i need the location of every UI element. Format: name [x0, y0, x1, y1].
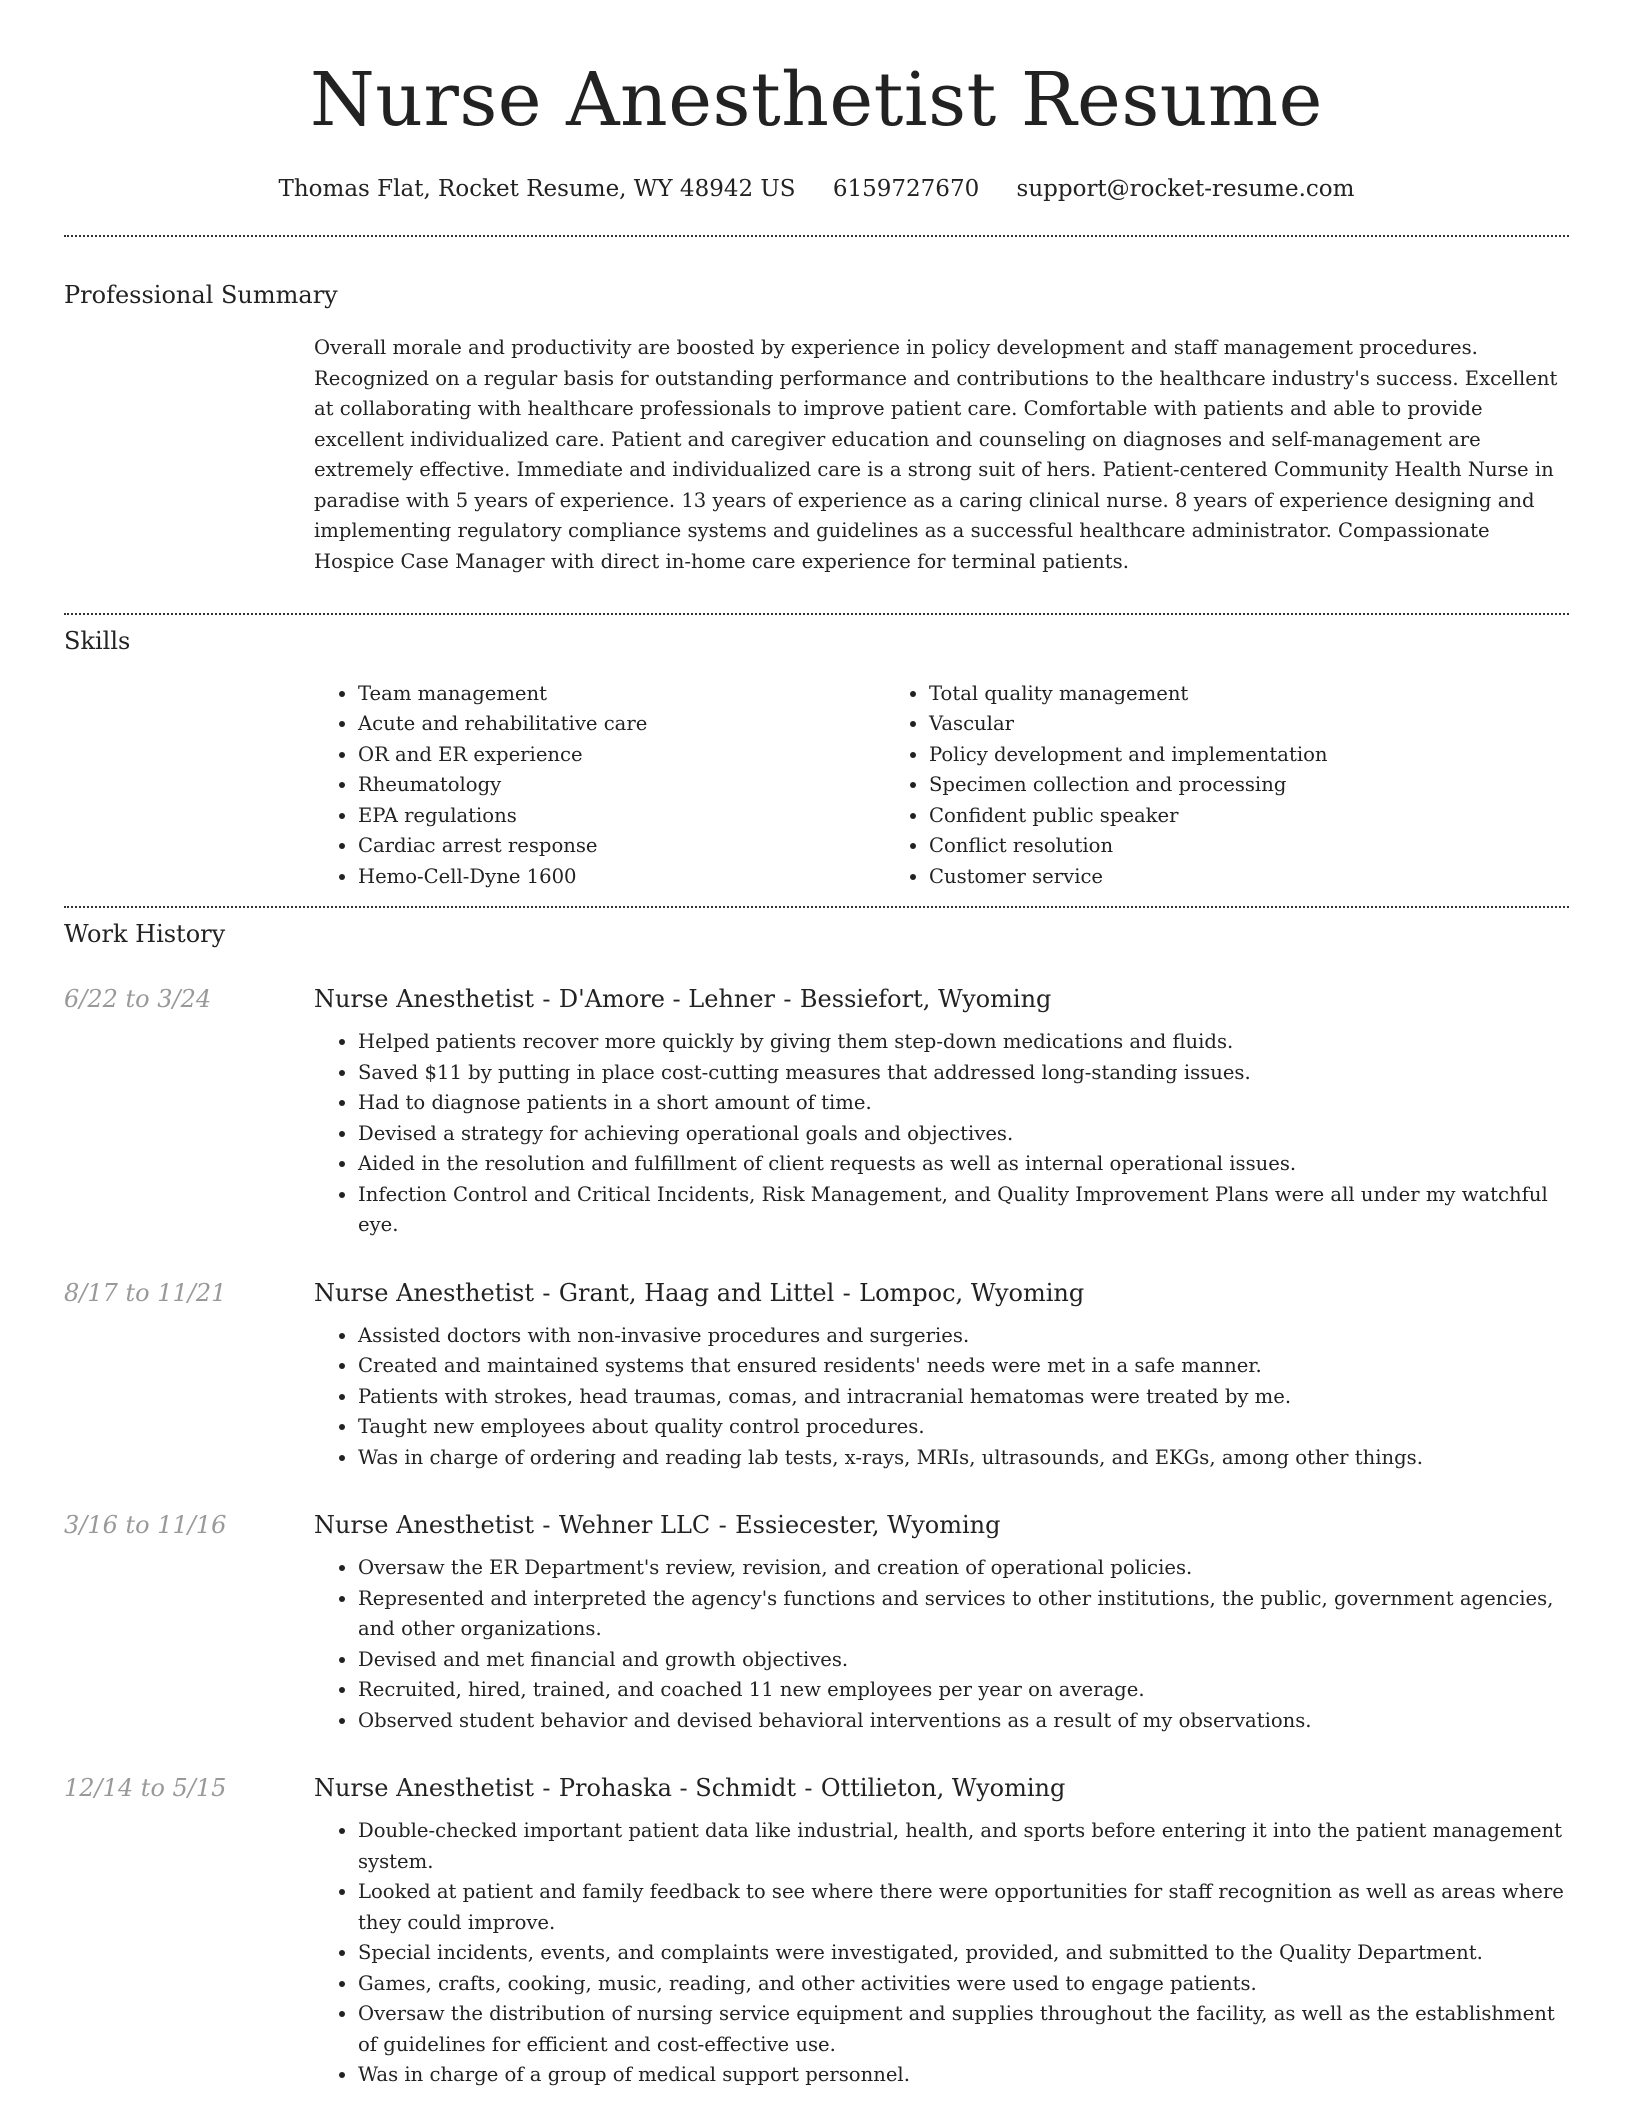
- job-role: Nurse Anesthetist: [314, 985, 534, 1014]
- job-bullet: • Observed student behavior and devised behavioral interventions as a result of my observations.: [358, 1706, 1569, 1737]
- job-company: D'Amore - Lehner: [558, 985, 776, 1014]
- job-bullet: • Special incidents, events, and complaints were investigated, provided, and submitted to the Quality Department.: [358, 1938, 1569, 1969]
- job-bullet: • Oversaw the distribution of nursing service equipment and supplies throughout the facility, as well as the establishment of guidelines for efficient and cost-effective use.: [358, 1999, 1569, 2060]
- skill-item: • Confident public speaker: [929, 801, 1456, 832]
- job-bullet: • Was in charge of ordering and reading lab tests, x-rays, MRIs, ultrasounds, and EKGs, among other things.: [358, 1443, 1569, 1474]
- job-bullets: [314, 1027, 1569, 1241]
- job-bullet: • Recruited, hired, trained, and coached 11 new employees per year on average.: [358, 1675, 1569, 1706]
- job-entry: [64, 1772, 1569, 2091]
- skill-item: • Hemo-Cell-Dyne 1600: [358, 862, 885, 893]
- job-details: [314, 1772, 1569, 2091]
- contact-email[interactable]: support@rocket-resume.com: [1016, 176, 1355, 202]
- job-bullet: • Infection Control and Critical Incidents, Risk Management, and Quality Improvement Plans were all under my watchful eye.: [358, 1180, 1569, 1241]
- job-entry: [64, 1509, 1569, 1736]
- work-history-section: [64, 918, 1569, 2091]
- job-heading: Nurse Anesthetist - Wehner LLC - Essiecester, Wyoming: [314, 1511, 1001, 1540]
- job-bullet: • Saved $11 by putting in place cost-cutting measures that addressed long-standing issues.: [358, 1058, 1569, 1089]
- section-title-skills: Skills: [64, 626, 131, 655]
- job-bullet: • Was in charge of a group of medical support personnel.: [358, 2060, 1569, 2091]
- skill-item: • Team management: [358, 679, 885, 710]
- job-bullets: [314, 1816, 1569, 2091]
- section-title-summary: Professional Summary: [64, 281, 338, 309]
- job-bullets: [314, 1553, 1569, 1736]
- skill-item: • Conflict resolution: [929, 831, 1456, 862]
- job-dates: 3/16 to 11/16: [64, 1511, 227, 1540]
- job-company: Grant, Haag and Littel: [558, 1278, 835, 1307]
- skill-item: • Vascular: [929, 709, 1456, 740]
- professional-summary-section: [64, 279, 1569, 593]
- job-location: Essiecester, Wyoming: [735, 1511, 1001, 1540]
- summary-text: Overall morale and productivity are boosted by experience in policy development and staff management procedures. Recognized on a regular basis for outstanding performance and contributions to the healthcare industry's success. Excellent at collaborating with healthcare professionals to improve patient care. Comfortable with patients and able to provide excellent individualized care. Patient and caregiver education and counseling on diagnoses and self-management are extremely effective. Immediate and individualized care is a strong suit of hers. Patient-centered Community Health Nurse in paradise with 5 years of experience. 13 years of experience as a caring clinical nurse. 8 years of experience designing and implementing regulatory compliance systems and guidelines as a successful healthcare administrator. Compassionate Hospice Case Manager with direct in-home care experience for terminal patients.: [314, 336, 1558, 573]
- job-bullet: • Looked at patient and family feedback to see where there were opportunities for staff recognition as well as areas where they could improve.: [358, 1877, 1569, 1938]
- job-details: [314, 1509, 1569, 1736]
- resume-title: Nurse Anesthetist Resume: [310, 57, 1323, 143]
- job-bullet: • Assisted doctors with non-invasive procedures and surgeries.: [358, 1321, 1569, 1352]
- section-divider: [64, 235, 1569, 237]
- contact-phone: 6159727670: [832, 176, 980, 202]
- job-heading: Nurse Anesthetist - Grant, Haag and Littel - Lompoc, Wyoming: [314, 1278, 1085, 1307]
- section-divider: [64, 613, 1569, 615]
- job-company: Wehner LLC: [558, 1511, 711, 1540]
- job-role: Nurse Anesthetist: [314, 1511, 534, 1540]
- skill-item: • Cardiac arrest response: [358, 831, 885, 862]
- job-location: Bessiefort, Wyoming: [799, 985, 1052, 1014]
- skills-list: [314, 679, 1569, 907]
- job-dates: 8/17 to 11/21: [64, 1278, 227, 1307]
- job-heading: Nurse Anesthetist - D'Amore - Lehner - Bessiefort, Wyoming: [314, 985, 1052, 1014]
- skill-item: • Specimen collection and processing: [929, 770, 1456, 801]
- contact-address: Thomas Flat, Rocket Resume, WY 48942 US: [278, 176, 796, 202]
- skill-item: • OR and ER experience: [358, 740, 885, 771]
- job-bullet: • Devised and met financial and growth objectives.: [358, 1645, 1569, 1676]
- job-bullets: [314, 1321, 1569, 1474]
- skills-section: [64, 625, 1569, 907]
- job-role: Nurse Anesthetist: [314, 1774, 534, 1803]
- job-entry: [64, 1277, 1569, 1474]
- job-company: Prohaska - Schmidt: [558, 1774, 797, 1803]
- job-location: Ottilieton, Wyoming: [820, 1774, 1066, 1803]
- skill-item: • Policy development and implementation: [929, 740, 1456, 771]
- skill-item: • Total quality management: [929, 679, 1456, 710]
- section-title-work-history: Work History: [64, 920, 226, 949]
- skills-column-left: [314, 679, 885, 893]
- job-bullet: • Taught new employees about quality control procedures.: [358, 1412, 1569, 1443]
- job-bullet: • Double-checked important patient data like industrial, health, and sports before entering it into the patient management system.: [358, 1816, 1569, 1877]
- job-bullet: • Helped patients recover more quickly by giving them step-down medications and fluids.: [358, 1027, 1569, 1058]
- job-dates: 12/14 to 5/15: [64, 1774, 227, 1803]
- skill-item: • Acute and rehabilitative care: [358, 709, 885, 740]
- contact-line: [64, 172, 1569, 206]
- job-bullet: • Aided in the resolution and fulfillment of client requests as well as internal operational issues.: [358, 1149, 1569, 1180]
- job-details: [314, 983, 1569, 1241]
- skill-item: • Rheumatology: [358, 770, 885, 801]
- job-bullet: • Devised a strategy for achieving operational goals and objectives.: [358, 1119, 1569, 1150]
- job-bullet: • Games, crafts, cooking, music, reading, and other activities were used to engage patients.: [358, 1969, 1569, 2000]
- skill-item: • EPA regulations: [358, 801, 885, 832]
- job-bullet: • Oversaw the ER Department's review, revision, and creation of operational policies.: [358, 1553, 1569, 1584]
- job-bullet: • Created and maintained systems that ensured residents' needs were met in a safe manner.: [358, 1351, 1569, 1382]
- job-bullet: • Patients with strokes, head traumas, comas, and intracranial hematomas were treated by me.: [358, 1382, 1569, 1413]
- job-heading: Nurse Anesthetist - Prohaska - Schmidt - Ottilieton, Wyoming: [314, 1774, 1066, 1803]
- skill-item: • Customer service: [929, 862, 1456, 893]
- job-entry: [64, 983, 1569, 1241]
- skills-column-right: [885, 679, 1456, 893]
- job-details: [314, 1277, 1569, 1474]
- job-location: Lompoc, Wyoming: [859, 1278, 1085, 1307]
- job-dates: 6/22 to 3/24: [64, 985, 212, 1014]
- job-bullet: • Had to diagnose patients in a short amount of time.: [358, 1088, 1569, 1119]
- section-divider: [64, 906, 1569, 908]
- job-role: Nurse Anesthetist: [314, 1278, 534, 1307]
- job-bullet: • Represented and interpreted the agency's functions and services to other institutions, the public, government agencies, and other organizations.: [358, 1584, 1569, 1645]
